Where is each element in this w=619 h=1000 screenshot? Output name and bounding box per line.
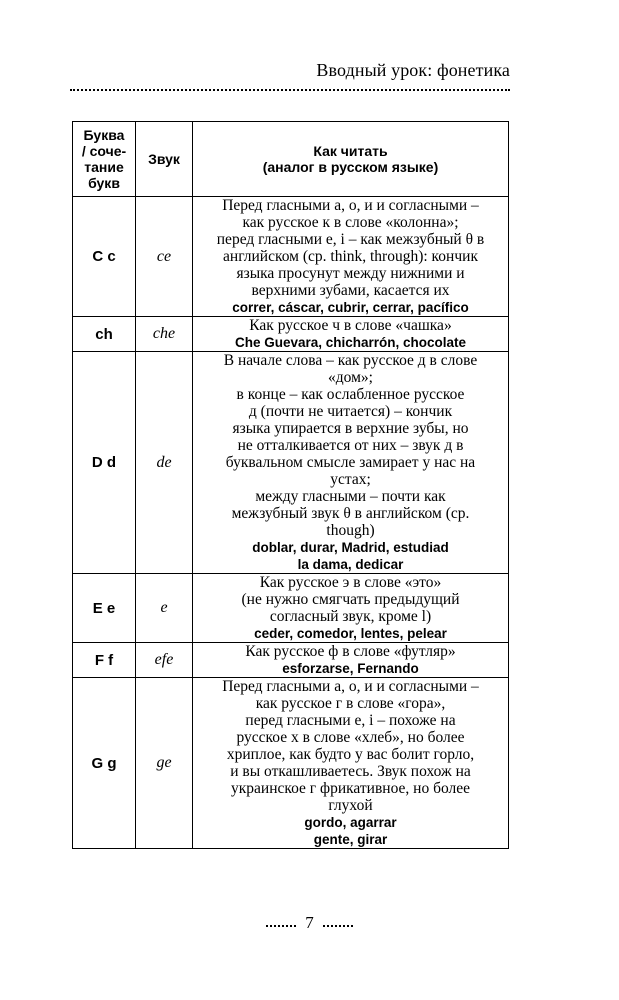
example-words: esforzarse, Fernando <box>282 661 419 676</box>
sound-cell: ge <box>136 678 193 849</box>
letter-cell: E e <box>73 574 136 643</box>
description-line: «дом»; <box>328 369 373 386</box>
header-letter-line: / соче- <box>81 143 127 159</box>
example-words: Che Guevara, chicharrón, chocolate <box>234 335 467 350</box>
description-line: Как русское ч в слове «чашка» <box>249 317 452 334</box>
page-footer <box>0 913 619 933</box>
description-line: в конце – как ослабленное русское <box>236 386 465 403</box>
description-line: д (почти не читается) – кончик <box>248 403 453 420</box>
sound-cell: de <box>136 352 193 574</box>
description-line: между гласными – почти как <box>255 488 446 505</box>
description-line: перед гласными е, i – как межзубный θ в <box>216 231 485 248</box>
example-words: doblar, durar, Madrid, estudiad <box>252 540 449 555</box>
example-words: ceder, comedor, lentes, pelear <box>254 626 447 641</box>
description-cell <box>193 317 509 352</box>
description-line: (не нужно смягчать предыдущий <box>241 591 460 608</box>
header-divider <box>70 89 510 91</box>
sound-cell: efe <box>136 643 193 678</box>
description-line: как русское г в слове «гора», <box>255 695 446 712</box>
description-cell <box>193 678 509 849</box>
description-line: глухой <box>328 797 373 814</box>
running-header: Вводный урок: фонетика <box>316 60 510 80</box>
page-number: 7 <box>305 913 314 932</box>
example-words: gordo, agarrar <box>304 815 397 830</box>
header-how-line: (аналог в русском языке) <box>262 159 439 175</box>
sound-cell: e <box>136 574 193 643</box>
table-header-row <box>73 122 509 197</box>
description-line: Как русское э в слове «это» <box>259 574 442 591</box>
description-line: межзубный звук θ в английском (ср. <box>231 505 470 522</box>
description-line: и вы откашливаетесь. Звук похож на <box>230 763 471 780</box>
header-sound: Звук <box>136 122 193 197</box>
description-line: Перед гласными а, о, и и согласными – <box>222 197 479 214</box>
header-letter-line: Буква <box>83 127 125 143</box>
footer-dots-right <box>323 925 353 927</box>
description-line: языка просунут между нижними и <box>236 265 465 282</box>
letter-cell: ch <box>73 317 136 352</box>
table-row <box>73 574 509 643</box>
table-row <box>73 317 509 352</box>
sound-cell: ce <box>136 197 193 317</box>
description-line: though) <box>326 522 375 539</box>
table-row <box>73 678 509 849</box>
header-letter <box>73 122 136 197</box>
description-line: как русское к в слове «колонна»; <box>242 214 459 231</box>
description-cell <box>193 574 509 643</box>
header-how-to-read <box>193 122 509 197</box>
footer-dots-left <box>266 925 296 927</box>
description-line: верхними зубами, касается их <box>251 282 450 299</box>
header-how-line: Как читать <box>313 143 388 159</box>
header-letter-line: тание <box>84 159 124 175</box>
description-line: В начале слова – как русское д в слове <box>223 352 478 369</box>
description-cell <box>193 197 509 317</box>
letter-cell: D d <box>73 352 136 574</box>
description-cell <box>193 643 509 678</box>
table-body <box>73 197 509 849</box>
description-line: языка упирается в верхние зубы, но <box>232 420 469 437</box>
description-line: Как русское ф в слове «футляр» <box>245 643 456 660</box>
sound-cell: che <box>136 317 193 352</box>
description-line: согласный звук, кроме l) <box>269 608 432 625</box>
description-line: Перед гласными а, о, и и согласными – <box>222 678 479 695</box>
header-letter-line: букв <box>88 175 120 191</box>
letter-cell: С с <box>73 197 136 317</box>
description-line: хриплое, как будто у вас болит горло, <box>226 746 475 763</box>
description-line: устах; <box>330 471 371 488</box>
phonetics-table <box>72 121 509 849</box>
description-line: русское х в слове «хлеб», но более <box>236 729 465 746</box>
example-words: correr, cáscar, cubrir, cerrar, pacífico <box>232 300 469 315</box>
description-line: перед гласными е, i – похоже на <box>245 712 456 729</box>
description-line: не отталкивается от них – звук д в <box>237 437 464 454</box>
letter-cell: G g <box>73 678 136 849</box>
description-cell <box>193 352 509 574</box>
example-words: la dama, dedicar <box>297 557 404 572</box>
description-line: украинское г фрикативное, но более <box>230 780 470 797</box>
description-line: английском (ср. think, through): кончик <box>223 248 478 265</box>
table-row <box>73 197 509 317</box>
description-line: буквальном смысле замирает у нас на <box>225 454 476 471</box>
example-words: gente, girar <box>313 832 388 847</box>
table-row <box>73 352 509 574</box>
letter-cell: F f <box>73 643 136 678</box>
table-row <box>73 643 509 678</box>
